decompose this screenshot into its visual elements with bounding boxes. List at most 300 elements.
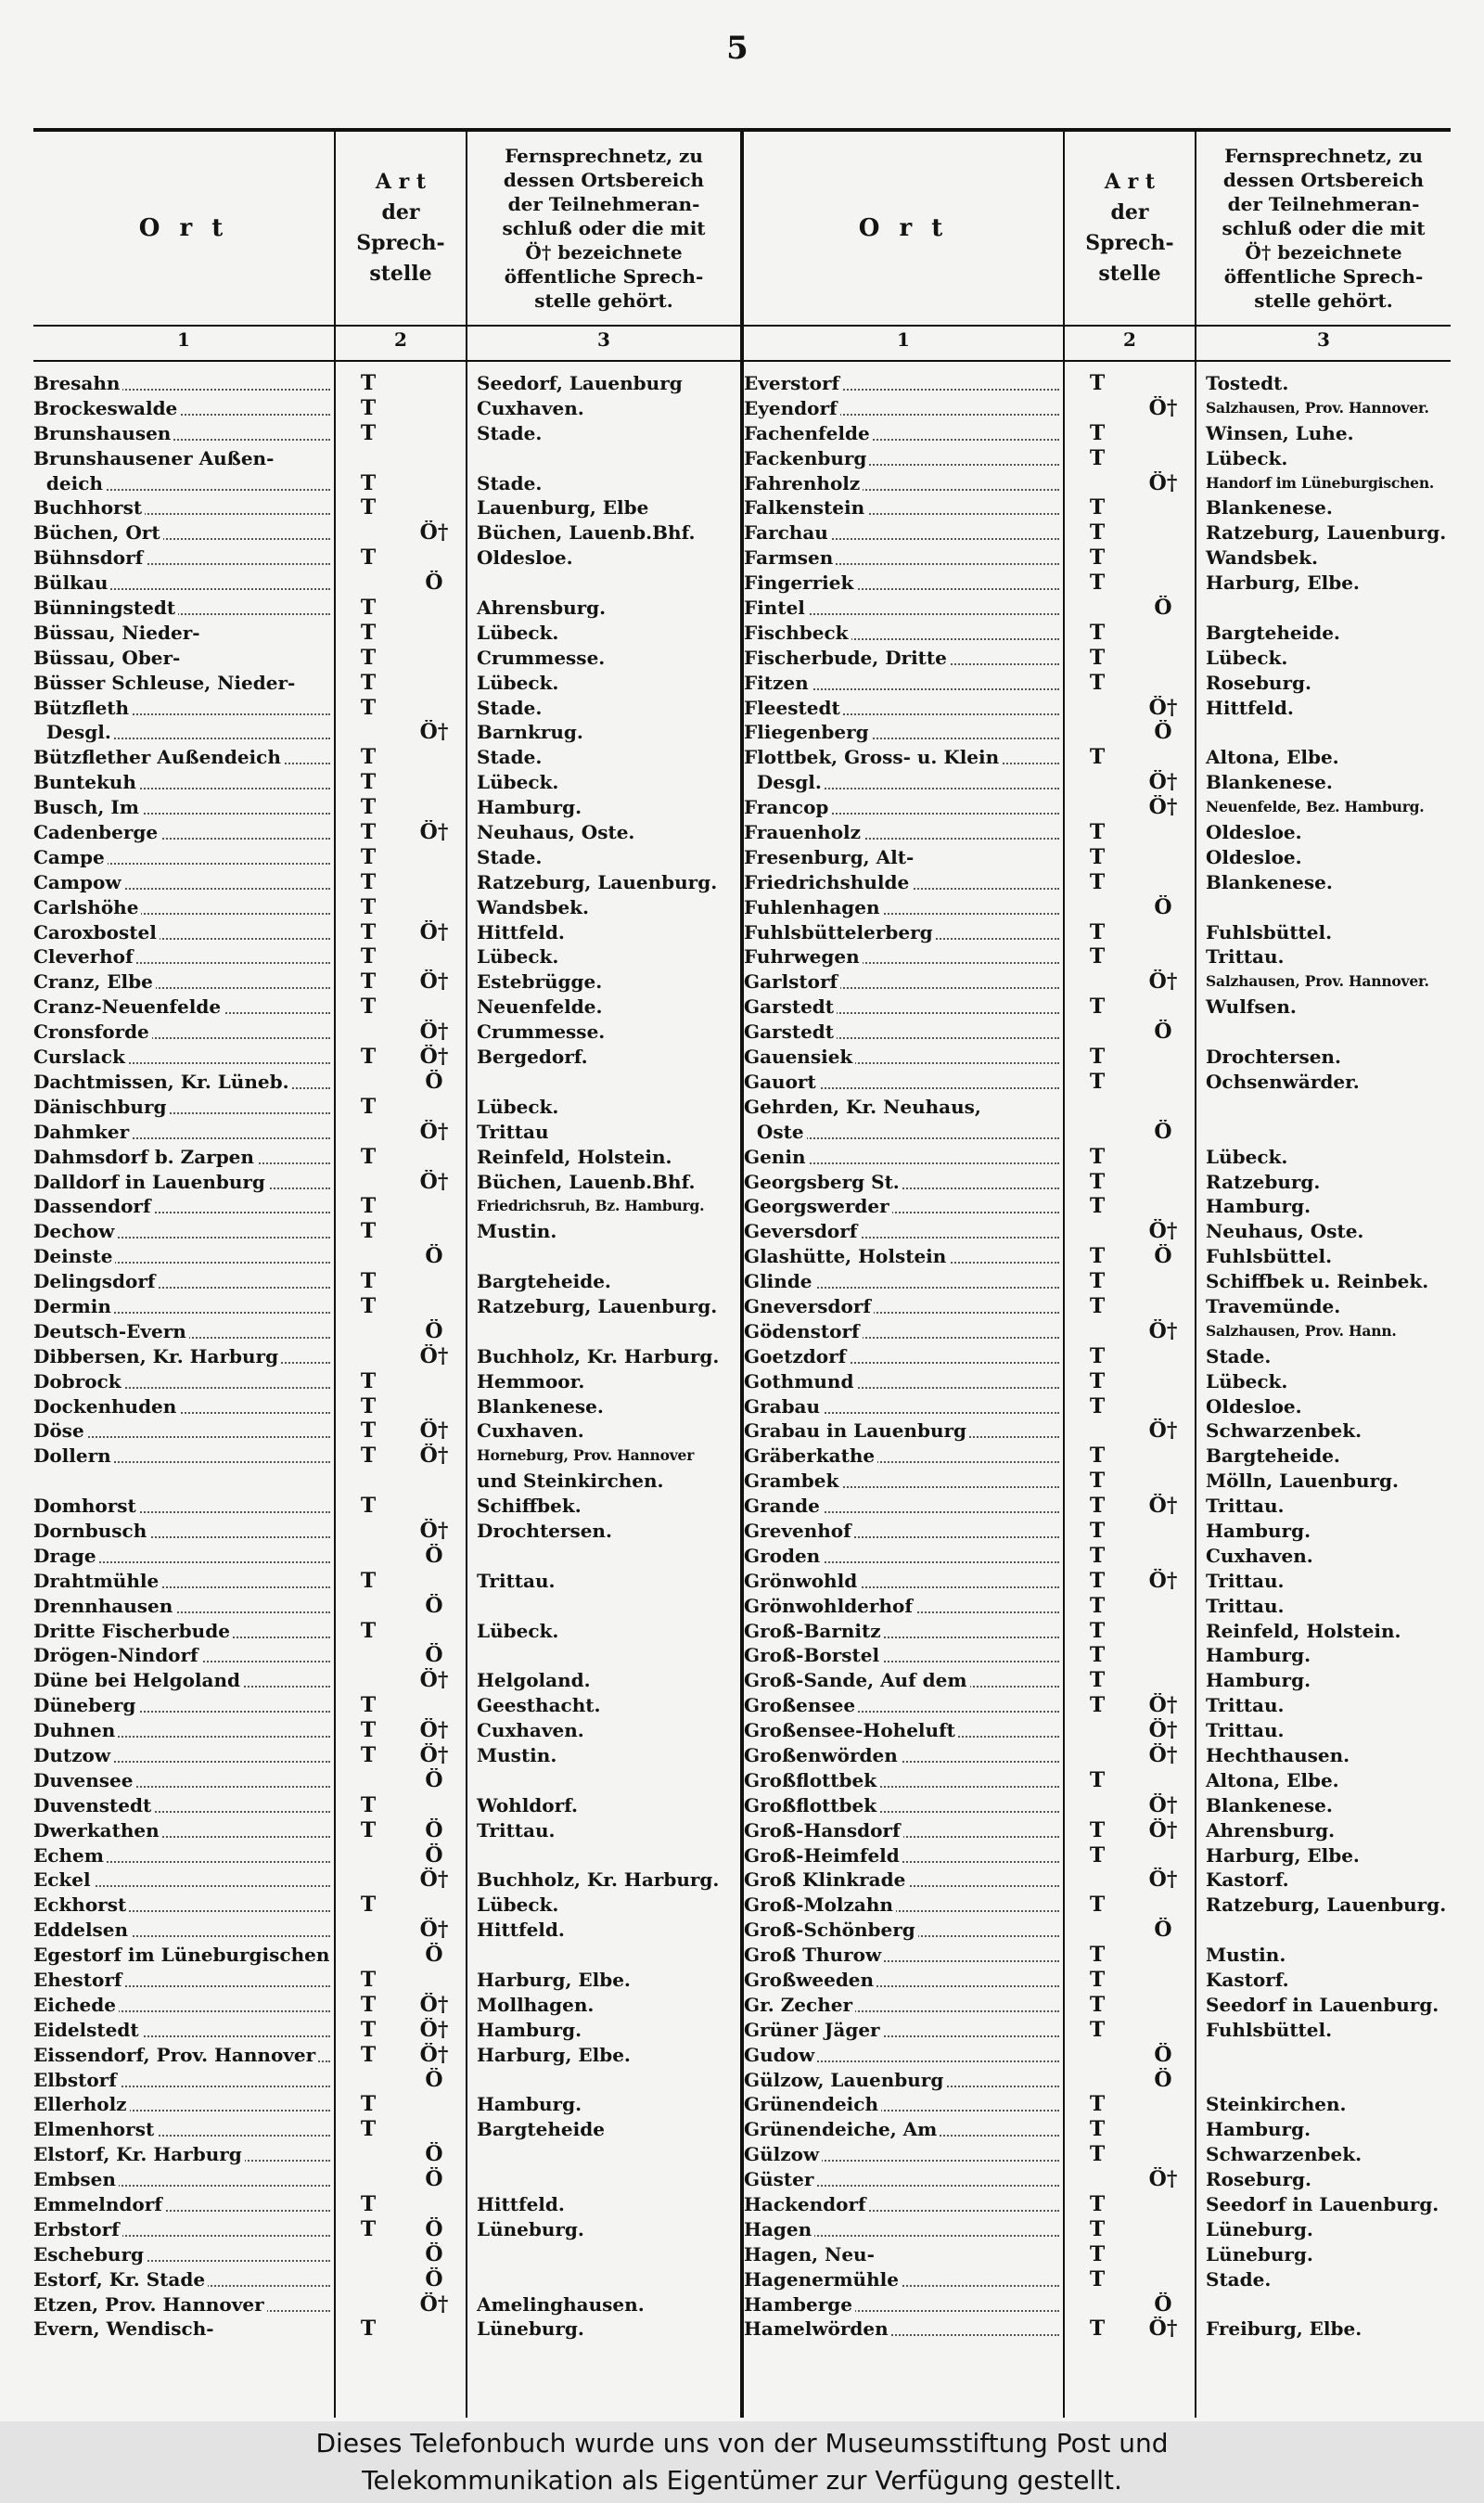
entry-teilnehmer: T bbox=[1089, 1194, 1106, 1219]
entry-oeffentlich: Ö† bbox=[1148, 1693, 1178, 1718]
entry-ort-name: Cadenberge bbox=[33, 821, 160, 843]
directory-entry bbox=[744, 2217, 1451, 2242]
directory-entry bbox=[33, 1319, 740, 1344]
entry-oeffentlich bbox=[1130, 870, 1196, 895]
entry-oeffentlich bbox=[1130, 1519, 1196, 1544]
entry-fernsprechnetz: Lübeck. bbox=[1206, 1369, 1288, 1393]
entry-ort bbox=[744, 446, 1065, 471]
entry-fernsprechnetz bbox=[467, 2068, 740, 2093]
entry-ort-name: Drahtmühle bbox=[33, 1570, 161, 1592]
entry-teilnehmer bbox=[336, 1843, 401, 1868]
entry-fernsprechnetz: Roseburg. bbox=[1206, 671, 1311, 694]
entry-fernsprechnetz: Hamburg. bbox=[1206, 1519, 1311, 1542]
entry-fernsprechnetz: Blankenese. bbox=[1206, 1793, 1333, 1816]
entry-ort bbox=[744, 1594, 1065, 1619]
entry-teilnehmer: T bbox=[360, 1144, 377, 1169]
entry-teilnehmer: T bbox=[360, 1269, 377, 1294]
entry-ort-name: Georgsberg St. bbox=[744, 1171, 902, 1193]
entry-fernsprechnetz: Trittau. bbox=[477, 1818, 556, 1842]
entry-fernsprechnetz: Hittfeld. bbox=[477, 2193, 565, 2216]
entry-teilnehmer: T bbox=[1089, 495, 1106, 520]
entry-teilnehmer: T bbox=[1089, 1767, 1106, 1792]
entry-teilnehmer bbox=[1065, 770, 1130, 795]
entry-ort bbox=[33, 995, 336, 1020]
entry-ort-name: Grönwohlderhof bbox=[744, 1595, 915, 1617]
entry-oeffentlich bbox=[401, 371, 467, 396]
directory-entry bbox=[33, 2117, 740, 2142]
entry-ort bbox=[33, 1319, 336, 1344]
entry-ort bbox=[744, 995, 1065, 1020]
entry-oeffentlich: Ö† bbox=[419, 919, 449, 944]
entry-ort-name: Großensee bbox=[744, 1694, 858, 1716]
entry-ort bbox=[744, 1743, 1065, 1768]
entry-oeffentlich: Ö† bbox=[1148, 1742, 1178, 1767]
entry-ort-name: Eyendorf bbox=[744, 397, 840, 419]
header-netz-left: Fernsprechnetz, zu dessen Ortsbereich der Teilnehmeran- schluß oder die mit Ö† bezeichnete öffentliche Sprech- stelle gehört. bbox=[502, 145, 706, 312]
entry-ort-name: Dornbusch bbox=[33, 1520, 149, 1542]
entry-teilnehmer: T bbox=[360, 420, 377, 445]
entry-oeffentlich: Ö† bbox=[1148, 395, 1178, 420]
entry-fernsprechnetz: Buchholz, Kr. Harburg. bbox=[477, 1344, 720, 1367]
entry-oeffentlich bbox=[1130, 1095, 1196, 1120]
entry-fernsprechnetz: Mollhagen. bbox=[477, 1993, 595, 2016]
entry-oeffentlich: Ö bbox=[425, 2216, 443, 2241]
entry-teilnehmer: T bbox=[360, 1444, 377, 1469]
entry-oeffentlich bbox=[1130, 995, 1196, 1020]
entry-oeffentlich: Ö† bbox=[419, 1343, 449, 1368]
entry-teilnehmer: T bbox=[1089, 745, 1106, 770]
directory-entry bbox=[33, 2068, 740, 2093]
entry-ort-name: Gräberkathe bbox=[744, 1444, 877, 1467]
entry-ort bbox=[744, 1070, 1065, 1095]
entry-fernsprechnetz bbox=[1196, 720, 1451, 745]
entry-fernsprechnetz: Hamburg. bbox=[1206, 1195, 1311, 1218]
entry-ort bbox=[33, 495, 336, 520]
entry-oeffentlich bbox=[401, 1619, 467, 1644]
directory-entry bbox=[33, 1194, 740, 1219]
entry-oeffentlich: Ö† bbox=[419, 1918, 449, 1943]
entry-ort bbox=[744, 1668, 1065, 1693]
entry-fernsprechnetz: Wandsbek. bbox=[1206, 546, 1318, 570]
entry-oeffentlich bbox=[401, 845, 467, 870]
entry-ort-name: Desgl. bbox=[33, 721, 114, 743]
entry-ort-name: Elbstorf bbox=[33, 2069, 120, 2091]
entry-fernsprechnetz: Buchholz, Kr. Harburg. bbox=[477, 1868, 720, 1892]
entry-ort-name: Gehrden, Kr. Neuhaus, bbox=[744, 1096, 984, 1118]
directory-entry bbox=[744, 1170, 1451, 1195]
column-number: 1 bbox=[897, 328, 910, 351]
directory-entry bbox=[33, 596, 740, 621]
entry-oeffentlich: Ö bbox=[425, 571, 443, 596]
directory-entry bbox=[33, 1768, 740, 1793]
entry-fernsprechnetz: Lüneburg. bbox=[1206, 2217, 1313, 2240]
entry-fernsprechnetz: Hamburg. bbox=[1206, 2118, 1311, 2141]
entry-fernsprechnetz: Ratzeburg, Lauenburg. bbox=[477, 1294, 718, 1317]
entry-fernsprechnetz: Travemünde. bbox=[1206, 1294, 1341, 1317]
entry-ort bbox=[33, 944, 336, 969]
directory-entry bbox=[744, 795, 1451, 820]
entry-ort-name: Farmsen bbox=[744, 546, 836, 569]
entry-oeffentlich: Ö† bbox=[1148, 1718, 1178, 1743]
entry-oeffentlich bbox=[401, 2117, 467, 2142]
entry-teilnehmer: T bbox=[360, 1968, 377, 1992]
entry-ort bbox=[33, 646, 336, 671]
directory-entry bbox=[744, 1594, 1451, 1619]
entry-teilnehmer: T bbox=[1089, 1393, 1106, 1418]
entry-ort bbox=[33, 1868, 336, 1893]
entry-teilnehmer: T bbox=[1089, 1368, 1106, 1393]
entry-fernsprechnetz: Lübeck. bbox=[477, 1893, 559, 1917]
entry-oeffentlich bbox=[1130, 671, 1196, 696]
entry-teilnehmer bbox=[336, 1319, 401, 1344]
entry-ort-name: Gothmund bbox=[744, 1370, 856, 1393]
directory-entry bbox=[744, 969, 1451, 995]
entry-oeffentlich bbox=[1130, 1194, 1196, 1219]
entry-teilnehmer: T bbox=[1089, 995, 1106, 1020]
header-ort-right: O r t bbox=[858, 214, 949, 242]
entry-teilnehmer bbox=[336, 1469, 401, 1494]
entry-oeffentlich: Ö† bbox=[419, 2017, 449, 2042]
entry-ort-name: Güster bbox=[744, 2168, 816, 2190]
entry-fernsprechnetz bbox=[467, 571, 740, 596]
entry-ort bbox=[744, 2043, 1065, 2068]
entry-ort bbox=[744, 2092, 1065, 2117]
entry-ort bbox=[33, 1020, 336, 1045]
entry-oeffentlich: Ö bbox=[425, 1244, 443, 1269]
entry-ort bbox=[744, 1418, 1065, 1444]
entry-ort-name: Groß-Molzahn bbox=[744, 1893, 896, 1916]
entry-ort-name: Frauenholz bbox=[744, 821, 864, 843]
entry-ort bbox=[33, 1219, 336, 1244]
entry-oeffentlich bbox=[1130, 646, 1196, 671]
directory-entry bbox=[33, 1070, 740, 1095]
entry-teilnehmer: T bbox=[360, 869, 377, 894]
entry-teilnehmer: T bbox=[360, 645, 377, 670]
entry-ort-name: Cranz-Neuenfelde bbox=[33, 995, 224, 1018]
entry-ort-name: Büchen, Ort bbox=[33, 521, 163, 544]
entry-fernsprechnetz: Lübeck. bbox=[1206, 446, 1288, 469]
right-column-entries bbox=[744, 371, 1451, 2342]
entry-ort-name: Georgswerder bbox=[744, 1195, 892, 1217]
entry-teilnehmer: T bbox=[360, 1219, 377, 1244]
entry-oeffentlich bbox=[401, 1294, 467, 1319]
entry-oeffentlich: Ö bbox=[425, 1817, 443, 1842]
entry-ort-name: Etzen, Prov. Hannover bbox=[33, 2293, 267, 2316]
entry-oeffentlich bbox=[401, 1194, 467, 1219]
entry-ort-name: Grünendeiche, Am bbox=[744, 2118, 940, 2140]
entry-teilnehmer: T bbox=[1089, 944, 1106, 969]
entry-ort-name: Dollern bbox=[33, 1444, 114, 1467]
entry-ort bbox=[744, 1968, 1065, 1993]
entry-ort-name: Hagen, Neu- bbox=[744, 2243, 877, 2266]
entry-ort bbox=[33, 1294, 336, 1319]
entry-ort-name: Dassendorf bbox=[33, 1195, 154, 1217]
entry-ort-name: Cranz, Elbe bbox=[33, 970, 156, 993]
entry-ort-name: Bützfleth bbox=[33, 697, 132, 719]
entry-teilnehmer: T bbox=[360, 745, 377, 770]
entry-teilnehmer bbox=[336, 2292, 401, 2317]
entry-fernsprechnetz: Salzhausen, Prov. Hannover. bbox=[1206, 398, 1429, 417]
entry-teilnehmer: T bbox=[1089, 1893, 1106, 1918]
entry-teilnehmer: T bbox=[1089, 546, 1106, 571]
entry-fernsprechnetz: Reinfeld, Holstein. bbox=[1206, 1619, 1401, 1642]
entry-ort-name: Genin bbox=[744, 1146, 808, 1168]
entry-oeffentlich: Ö† bbox=[419, 820, 449, 845]
entry-fernsprechnetz: Fuhlsbüttel. bbox=[1206, 920, 1333, 943]
entry-ort-name: Glinde bbox=[744, 1270, 815, 1292]
entry-ort bbox=[744, 1045, 1065, 1070]
entry-teilnehmer: T bbox=[1089, 1518, 1106, 1543]
entry-teilnehmer bbox=[1065, 471, 1130, 496]
directory-table bbox=[33, 128, 1451, 2418]
entry-ort-name: Elmenhorst bbox=[33, 2118, 157, 2140]
entry-teilnehmer: T bbox=[1089, 571, 1106, 596]
entry-ort bbox=[33, 1893, 336, 1918]
entry-oeffentlich bbox=[1130, 845, 1196, 870]
directory-entry bbox=[744, 596, 1451, 621]
entry-teilnehmer: T bbox=[360, 620, 377, 645]
entry-ort-name: Elstorf, Kr. Harburg bbox=[33, 2143, 245, 2165]
entry-ort bbox=[33, 1768, 336, 1793]
directory-entry bbox=[744, 1544, 1451, 1569]
entry-ort-name: Dockenhuden bbox=[33, 1395, 179, 1418]
entry-teilnehmer bbox=[1065, 969, 1130, 995]
entry-ort-name: Fliegenberg bbox=[744, 721, 872, 743]
entry-ort bbox=[33, 920, 336, 945]
entry-ort bbox=[744, 1244, 1065, 1269]
entry-fernsprechnetz: Lauenburg, Elbe bbox=[477, 496, 649, 520]
entry-ort bbox=[33, 1693, 336, 1718]
entry-ort bbox=[744, 520, 1065, 546]
entry-fernsprechnetz: Ratzeburg, Lauenburg. bbox=[1206, 521, 1447, 545]
entry-ort-name: Grönwohld bbox=[744, 1570, 860, 1592]
footer-notice bbox=[0, 2421, 1484, 2503]
entry-teilnehmer: T bbox=[360, 2117, 377, 2142]
entry-ort bbox=[33, 1918, 336, 1943]
entry-teilnehmer: T bbox=[360, 1992, 377, 2017]
directory-entry bbox=[744, 1344, 1451, 1369]
entry-ort-name: Groß-Schönberg bbox=[744, 1919, 918, 1941]
entry-fernsprechnetz: Wandsbek. bbox=[477, 895, 589, 918]
directory-entry bbox=[744, 471, 1451, 496]
directory-entry bbox=[33, 1519, 740, 1544]
entry-oeffentlich bbox=[401, 995, 467, 1020]
entry-fernsprechnetz: Ratzeburg, Lauenburg. bbox=[1206, 1893, 1447, 1917]
entry-fernsprechnetz bbox=[467, 1319, 740, 1344]
entry-ort bbox=[744, 1868, 1065, 1893]
entry-fernsprechnetz: Oldesloe. bbox=[1206, 845, 1302, 868]
entry-oeffentlich bbox=[1130, 2018, 1196, 2043]
directory-entry bbox=[744, 895, 1451, 920]
directory-entry bbox=[33, 1344, 740, 1369]
entry-teilnehmer: T bbox=[1089, 1444, 1106, 1469]
entry-teilnehmer: T bbox=[360, 919, 377, 944]
entry-ort-name: deich bbox=[33, 472, 106, 494]
entry-ort bbox=[33, 1519, 336, 1544]
entry-oeffentlich bbox=[401, 471, 467, 496]
entry-fernsprechnetz: Trittau bbox=[477, 1120, 549, 1143]
directory-entry bbox=[33, 770, 740, 795]
entry-fernsprechnetz: Wohldorf. bbox=[477, 1793, 579, 1816]
entry-ort bbox=[33, 1544, 336, 1569]
entry-fernsprechnetz: Lübeck. bbox=[477, 1619, 559, 1642]
entry-fernsprechnetz: Hamburg. bbox=[1206, 1669, 1311, 1692]
directory-entry bbox=[744, 1020, 1451, 1045]
entry-ort bbox=[744, 770, 1065, 795]
directory-entry bbox=[33, 1269, 740, 1294]
entry-fernsprechnetz: Bargteheide bbox=[477, 2118, 605, 2141]
entry-oeffentlich bbox=[1130, 1070, 1196, 1095]
entry-oeffentlich: Ö bbox=[1154, 1119, 1172, 1144]
entry-teilnehmer bbox=[1065, 1095, 1130, 1120]
directory-entry bbox=[33, 1294, 740, 1319]
entry-oeffentlich: Ö† bbox=[419, 1418, 449, 1444]
entry-teilnehmer: T bbox=[360, 770, 377, 795]
entry-teilnehmer bbox=[1065, 895, 1130, 920]
directory-entry bbox=[33, 820, 740, 845]
entry-ort bbox=[744, 1020, 1065, 1045]
entry-oeffentlich bbox=[401, 1494, 467, 1519]
entry-teilnehmer: T bbox=[360, 2042, 377, 2067]
entry-ort bbox=[33, 2092, 336, 2117]
entry-oeffentlich: Ö† bbox=[1148, 1219, 1178, 1244]
entry-fernsprechnetz: Hamburg. bbox=[477, 796, 582, 819]
directory-entry bbox=[33, 1120, 740, 1145]
entry-ort bbox=[744, 1444, 1065, 1469]
entry-oeffentlich bbox=[401, 2317, 467, 2342]
entry-fernsprechnetz: Lübeck. bbox=[477, 621, 559, 644]
entry-teilnehmer: T bbox=[1089, 1244, 1106, 1269]
entry-ort bbox=[33, 446, 336, 471]
entry-ort-name: Dwerkathen bbox=[33, 1819, 162, 1842]
entry-ort-name: Evern, Wendisch- bbox=[33, 2317, 217, 2340]
entry-teilnehmer bbox=[1065, 795, 1130, 820]
entry-oeffentlich: Ö† bbox=[1148, 470, 1178, 495]
entry-fernsprechnetz bbox=[1196, 2068, 1451, 2093]
entry-teilnehmer: T bbox=[360, 1893, 377, 1918]
entry-oeffentlich: Ö† bbox=[1148, 1817, 1178, 1842]
entry-fernsprechnetz: Trittau. bbox=[1206, 945, 1285, 969]
entry-ort-name: Groß-Borstel bbox=[744, 1644, 882, 1666]
entry-ort bbox=[744, 1893, 1065, 1918]
entry-ort-name: Gödenstorf bbox=[744, 1320, 863, 1342]
column-number: 2 bbox=[1123, 328, 1136, 351]
entry-teilnehmer bbox=[336, 2267, 401, 2292]
entry-oeffentlich: Ö bbox=[425, 2142, 443, 2167]
directory-entry bbox=[744, 1643, 1451, 1668]
entry-teilnehmer: T bbox=[360, 1792, 377, 1817]
entry-teilnehmer bbox=[1065, 1793, 1130, 1818]
directory-entry bbox=[744, 1469, 1451, 1494]
entry-oeffentlich bbox=[401, 696, 467, 721]
directory-entry bbox=[33, 1244, 740, 1269]
entry-oeffentlich bbox=[1130, 1993, 1196, 2018]
entry-ort bbox=[744, 944, 1065, 969]
header-art-left: A r t der Sprech- stelle bbox=[356, 170, 445, 286]
entry-ort bbox=[33, 1120, 336, 1145]
entry-oeffentlich bbox=[1130, 520, 1196, 546]
entry-fernsprechnetz: Trittau. bbox=[1206, 1594, 1285, 1617]
entry-teilnehmer bbox=[1065, 396, 1130, 421]
entry-ort bbox=[33, 1145, 336, 1170]
entry-oeffentlich: Ö bbox=[1154, 2291, 1172, 2317]
entry-ort-name: Cleverhof bbox=[33, 945, 136, 968]
entry-ort bbox=[33, 520, 336, 546]
directory-entry bbox=[33, 969, 740, 995]
entry-teilnehmer: T bbox=[1089, 2017, 1106, 2042]
directory-entry bbox=[33, 795, 740, 820]
entry-teilnehmer: T bbox=[1089, 520, 1106, 546]
entry-ort-name: Drage bbox=[33, 1545, 99, 1567]
entry-oeffentlich bbox=[1130, 1594, 1196, 1619]
entry-fernsprechnetz: Cuxhaven. bbox=[1206, 1544, 1313, 1567]
entry-fernsprechnetz: Trittau. bbox=[1206, 1694, 1285, 1717]
entry-ort bbox=[33, 1494, 336, 1519]
entry-ort-name: Delingsdorf bbox=[33, 1270, 159, 1292]
directory-entry bbox=[33, 1170, 740, 1195]
entry-fernsprechnetz: Reinfeld, Holstein. bbox=[477, 1145, 672, 1168]
entry-oeffentlich: Ö bbox=[425, 1943, 443, 1968]
entry-oeffentlich: Ö† bbox=[419, 1169, 449, 1194]
entry-oeffentlich: Ö bbox=[1154, 2042, 1172, 2067]
entry-oeffentlich: Ö† bbox=[1148, 1318, 1178, 1343]
entry-ort-name: Büsser Schleuse, Nieder- bbox=[33, 672, 298, 694]
entry-teilnehmer: T bbox=[360, 470, 377, 495]
entry-fernsprechnetz: Mustin. bbox=[1206, 1944, 1286, 1967]
directory-entry bbox=[33, 2267, 740, 2292]
entry-ort bbox=[33, 1418, 336, 1444]
entry-ort bbox=[744, 1793, 1065, 1818]
entry-oeffentlich: Ö† bbox=[1148, 969, 1178, 995]
entry-teilnehmer: T bbox=[1089, 620, 1106, 645]
directory-entry bbox=[744, 2092, 1451, 2117]
entry-ort-name: Flottbek, Gross- u. Klein bbox=[744, 746, 1002, 768]
directory-entry bbox=[33, 1594, 740, 1619]
entry-teilnehmer: T bbox=[1089, 1817, 1106, 1842]
entry-oeffentlich bbox=[1130, 944, 1196, 969]
entry-teilnehmer: T bbox=[360, 1742, 377, 1767]
entry-fernsprechnetz: Winsen, Luhe. bbox=[1206, 421, 1354, 444]
column-number: 3 bbox=[1317, 328, 1330, 351]
entry-fernsprechnetz: Stade. bbox=[477, 845, 543, 868]
entry-ort bbox=[744, 1369, 1065, 1394]
directory-entry bbox=[744, 2068, 1451, 2093]
entry-fernsprechnetz: Seedorf in Lauenburg. bbox=[1206, 2193, 1439, 2216]
entry-ort-name: Grande bbox=[744, 1495, 823, 1517]
entry-teilnehmer: T bbox=[360, 2216, 377, 2241]
entry-ort-name: Fuhrwegen bbox=[744, 945, 863, 968]
entry-teilnehmer bbox=[1065, 1718, 1130, 1743]
directory-entry bbox=[33, 1643, 740, 1668]
entry-fernsprechnetz bbox=[467, 2267, 740, 2292]
entry-oeffentlich bbox=[401, 495, 467, 520]
entry-fernsprechnetz: Tostedt. bbox=[1206, 372, 1289, 394]
entry-oeffentlich bbox=[1130, 1768, 1196, 1793]
entry-ort bbox=[744, 795, 1065, 820]
entry-ort bbox=[744, 1219, 1065, 1244]
directory-entry bbox=[33, 1718, 740, 1743]
entry-teilnehmer bbox=[336, 1768, 401, 1793]
entry-fernsprechnetz: Trittau. bbox=[477, 1569, 556, 1592]
entry-ort-name: Groß Klinkrade bbox=[744, 1868, 908, 1891]
entry-fernsprechnetz bbox=[467, 1594, 740, 1619]
entry-ort-name: Fresenburg, Alt- bbox=[744, 846, 916, 868]
entry-ort bbox=[744, 1269, 1065, 1294]
entry-teilnehmer bbox=[336, 2068, 401, 2093]
entry-teilnehmer: T bbox=[1089, 2317, 1106, 2342]
directory-entry bbox=[33, 920, 740, 945]
directory-entry bbox=[744, 371, 1451, 396]
